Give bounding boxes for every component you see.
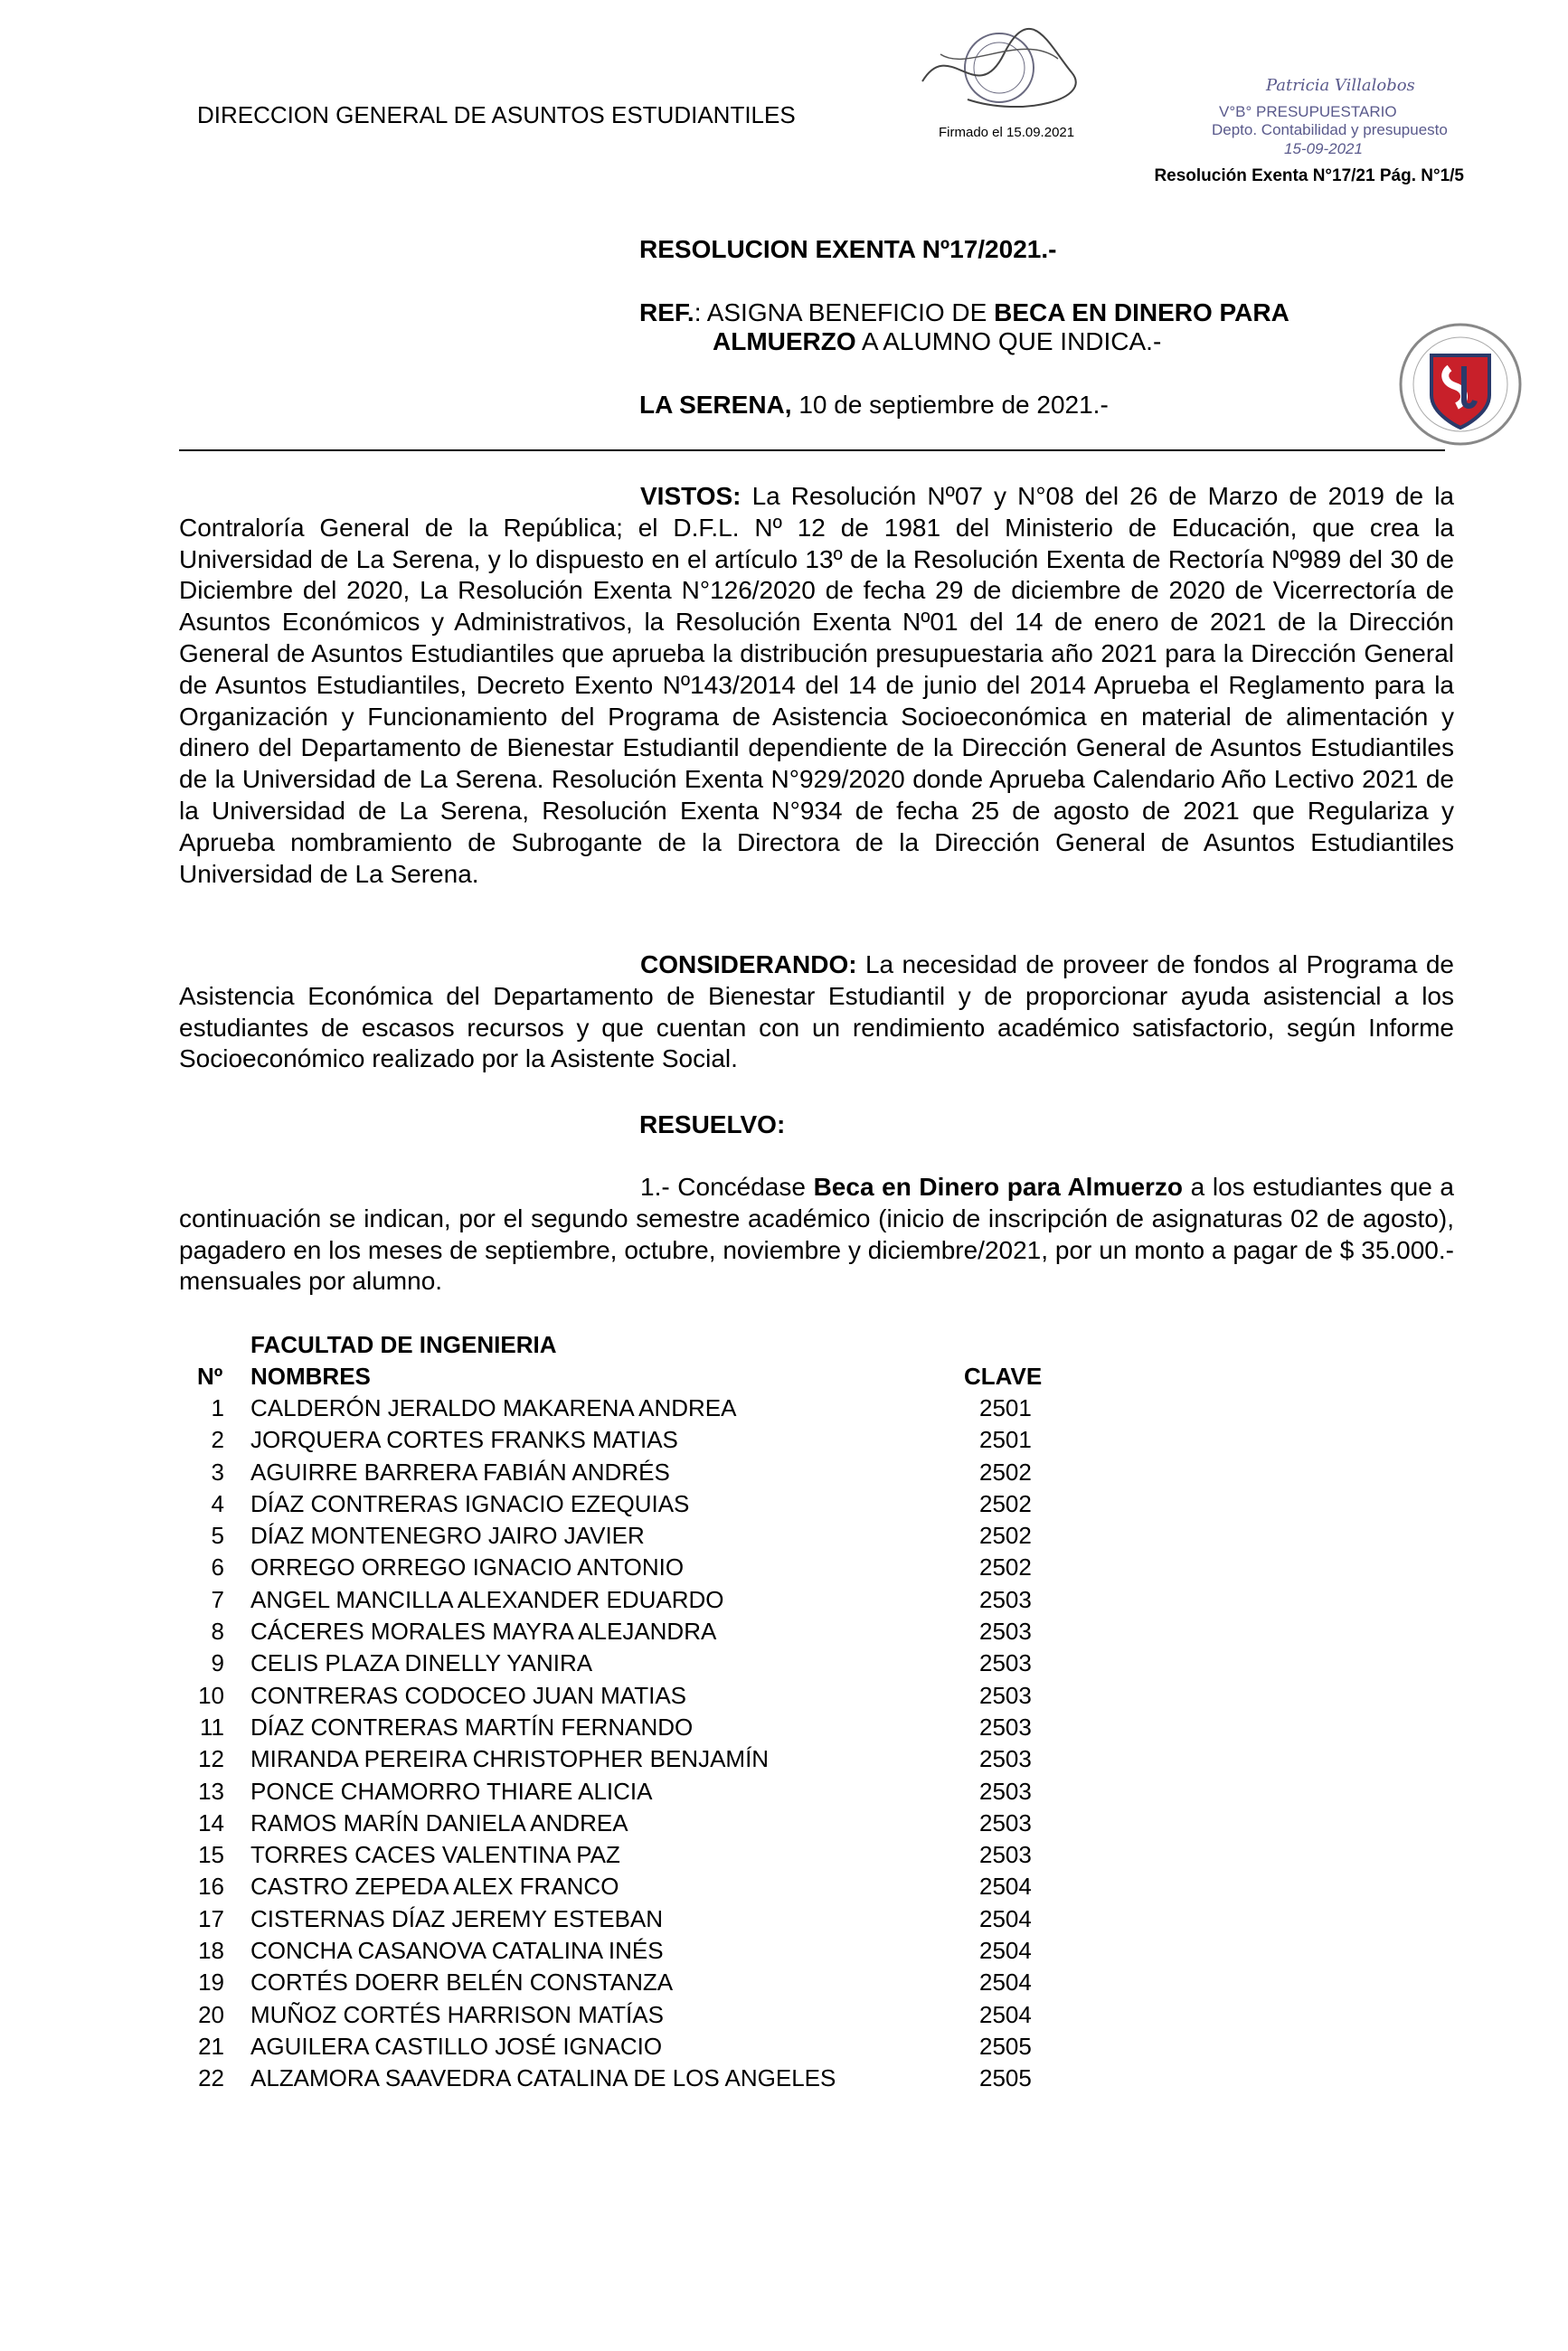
budget-signature: Patricia Villalobos [1266, 76, 1415, 95]
row-number: 5 [211, 1522, 224, 1550]
student-clave: 2502 [979, 1489, 1032, 1517]
row-number: 10 [198, 1681, 224, 1709]
student-name: CORTÉS DOERR BELÉN CONSTANZA [250, 1969, 674, 1997]
row-number: 21 [198, 2032, 224, 2060]
ref-label: REF. [639, 298, 694, 326]
ref-line [639, 298, 1289, 327]
row-number: 20 [198, 2000, 224, 2028]
student-clave: 2503 [979, 1681, 1032, 1709]
student-clave: 2504 [979, 2000, 1032, 2028]
row-number: 3 [211, 1458, 224, 1486]
student-name: CONTRERAS CODOCEO JUAN MATIAS [250, 1681, 687, 1709]
vistos-label: VISTOS: [640, 482, 741, 510]
student-name: MUÑOZ CORTÉS HARRISON MATÍAS [250, 2000, 664, 2028]
resolution-title: RESOLUCION EXENTA Nº17/2021.- [639, 235, 1057, 263]
student-name: ORREGO ORREGO IGNACIO ANTONIO [250, 1553, 685, 1581]
student-name: JORQUERA CORTES FRANKS MATIAS [250, 1426, 678, 1454]
student-clave: 2503 [979, 1808, 1032, 1836]
student-name: MIRANDA PEREIRA CHRISTOPHER BENJAMÍN [250, 1745, 770, 1773]
student-name: PONCE CHAMORRO THIARE ALICIA [250, 1777, 653, 1805]
student-name: DÍAZ CONTRERAS IGNACIO EZEQUIAS [250, 1489, 690, 1517]
row-number: 6 [211, 1553, 224, 1581]
row-number: 8 [211, 1618, 224, 1646]
resolve-text: a los estudiantes que a continuación se indican, por el segundo semestre académico (inicio de inscripción de asignaturas 02 de agosto), pagadero en los meses de septiembre, octubre, noviembre y diciembre/2021, por un monto a pagar de $ 35.000.- mensuales por alumno. [179, 1173, 1454, 1296]
student-name: CÁCERES MORALES MAYRA ALEJANDRA [250, 1618, 717, 1646]
student-name: CASTRO ZEPEDA ALEX FRANCO [250, 1873, 619, 1901]
student-clave: 2503 [979, 1649, 1032, 1677]
row-number: 16 [198, 1873, 224, 1901]
row-number: 2 [211, 1426, 224, 1454]
faculty-title: FACULTAD DE INGENIERIA [250, 1331, 557, 1358]
considerando-text: La necesidad de proveer de fondos al Programa de Asistencia Económica del Departamento de Bienestar Estudiantil y de proporcionar ayuda asistencial a los estudiantes de escasos recursos y que cuentan con un rendimiento académico satisfactorio, según Informe Socioeconómico realizado por la Asistente Social. [179, 950, 1454, 1073]
student-name: CONCHA CASANOVA CATALINA INÉS [250, 1937, 664, 1965]
budget-stamp-title: V°B° PRESUPUESTARIO [1219, 103, 1397, 120]
row-number: 4 [211, 1489, 224, 1517]
date: 10 de septiembre de 2021.- [791, 391, 1109, 419]
student-name: AGUIRRE BARRERA FABIÁN ANDRÉS [250, 1458, 670, 1486]
column-header-names: NOMBRES [250, 1363, 371, 1390]
student-clave: 2503 [979, 1585, 1032, 1613]
student-clave: 2503 [979, 1777, 1032, 1805]
budget-stamp-dept: Depto. Contabilidad y presupuesto [1212, 121, 1448, 138]
student-clave: 2504 [979, 1904, 1032, 1932]
place-date [639, 391, 1109, 420]
student-name: CALDERÓN JERALDO MAKARENA ANDREA [250, 1394, 737, 1421]
student-clave: 2504 [979, 1969, 1032, 1997]
considerando-paragraph [179, 949, 1454, 1075]
signature-stamp-icon [913, 27, 1085, 127]
student-name: CELIS PLAZA DINELLY YANIRA [250, 1649, 593, 1677]
ref-bold-2: ALMUERZO [713, 327, 856, 355]
student-clave: 2505 [979, 2032, 1032, 2060]
student-clave: 2502 [979, 1553, 1032, 1581]
student-clave: 2503 [979, 1841, 1032, 1869]
student-name: AGUILERA CASTILLO JOSÉ IGNACIO [250, 2032, 663, 2060]
divider [179, 449, 1445, 451]
ref-line-continued [713, 327, 1161, 356]
row-number: 12 [198, 1745, 224, 1773]
resolve-item-1 [179, 1172, 1454, 1298]
ref-text: : ASIGNA BENEFICIO DE [694, 298, 995, 326]
row-number: 9 [211, 1649, 224, 1677]
row-number: 17 [198, 1904, 224, 1932]
university-seal-icon [1397, 321, 1524, 448]
student-clave: 2505 [979, 2064, 1032, 2092]
row-number: 22 [198, 2064, 224, 2092]
student-clave: 2504 [979, 1937, 1032, 1965]
student-name: RAMOS MARÍN DANIELA ANDREA [250, 1808, 628, 1836]
student-clave: 2502 [979, 1458, 1032, 1486]
vistos-text: La Resolución Nº07 y N°08 del 26 de Marzo de 2019 de la Contraloría General de la República; el D.F.L. Nº 12 de 1981 del Ministerio de Educación, que crea la Universidad de La Serena, y lo dispuesto en el artículo 13º de la Resolución Exenta de Rectoría Nº989 del 30 de Diciembre del 2020, La Resolución Exenta N°126/2020 de fecha 29 de diciembre de 2020 de Vicerrectoría de Asuntos Económicos y Administrativos, la Resolución Exenta Nº01 del 14 de enero de 2021 de la Dirección General de Asuntos Estudiantiles que aprueba la distribución presupuestaria año 2021 para la Dirección General de Asuntos Estudiantiles, Decreto Exento Nº143/2014 del 14 de junio del 2014 Aprueba el Reglamento para la Organización y Funcionamiento del Programa de Asistencia Socioeconómica en material de alimentación y dinero del Departamento de Bienestar Estudiantil dependiente de la Dirección General de Asuntos Estudiantiles de la Universidad de La Serena. Resolución Exenta N°929/2020 donde Aprueba Calendario Año Lectivo 2021 de la Universidad de La Serena, Resolución Exenta N°934 de fecha 25 de agosto de 2021 que Regulariza y Aprueba nombramiento de Subrogante de la Directora de la Dirección General de Asuntos Estudiantiles Universidad de La Serena. [179, 482, 1454, 888]
page-reference: Resolución Exenta N°17/21 Pág. N°1/5 [1154, 166, 1464, 185]
row-number: 7 [211, 1585, 224, 1613]
column-header-clave: CLAVE [964, 1363, 1043, 1390]
ref-text-2: A ALUMNO QUE INDICA.- [855, 327, 1162, 355]
student-clave: 2502 [979, 1522, 1032, 1550]
student-clave: 2504 [979, 1873, 1032, 1901]
budget-stamp-date: 15-09-2021 [1284, 140, 1363, 157]
student-clave: 2503 [979, 1618, 1032, 1646]
student-name: DÍAZ CONTRERAS MARTÍN FERNANDO [250, 1713, 694, 1741]
resuelvo-heading: RESUELVO: [639, 1110, 786, 1138]
row-number: 14 [198, 1808, 224, 1836]
student-name: DÍAZ MONTENEGRO JAIRO JAVIER [250, 1522, 645, 1550]
student-name: TORRES CACES VALENTINA PAZ [250, 1841, 620, 1869]
resolve-prefix: 1.- Concédase [640, 1173, 814, 1201]
ref-bold: BECA EN DINERO PARA [994, 298, 1289, 326]
student-clave: 2503 [979, 1745, 1032, 1773]
column-header-number: Nº [197, 1363, 223, 1390]
row-number: 18 [198, 1937, 224, 1965]
considerando-label: CONSIDERANDO: [640, 950, 857, 978]
organization-header: DIRECCION GENERAL DE ASUNTOS ESTUDIANTILES [197, 101, 796, 128]
student-clave: 2503 [979, 1713, 1032, 1741]
student-name: ALZAMORA SAAVEDRA CATALINA DE LOS ANGELES [250, 2064, 836, 2092]
row-number: 1 [211, 1394, 224, 1421]
city: LA SERENA, [639, 391, 792, 419]
row-number: 13 [198, 1777, 224, 1805]
student-clave: 2501 [979, 1394, 1032, 1421]
row-number: 15 [198, 1841, 224, 1869]
student-clave: 2501 [979, 1426, 1032, 1454]
row-number: 11 [200, 1713, 224, 1741]
signed-date-note: Firmado el 15.09.2021 [939, 125, 1075, 140]
student-name: ANGEL MANCILLA ALEXANDER EDUARDO [250, 1585, 724, 1613]
vistos-paragraph [179, 481, 1454, 890]
resolve-benefit: Beca en Dinero para Almuerzo [813, 1173, 1184, 1201]
row-number: 19 [198, 1969, 224, 1997]
student-name: CISTERNAS DÍAZ JEREMY ESTEBAN [250, 1904, 664, 1932]
